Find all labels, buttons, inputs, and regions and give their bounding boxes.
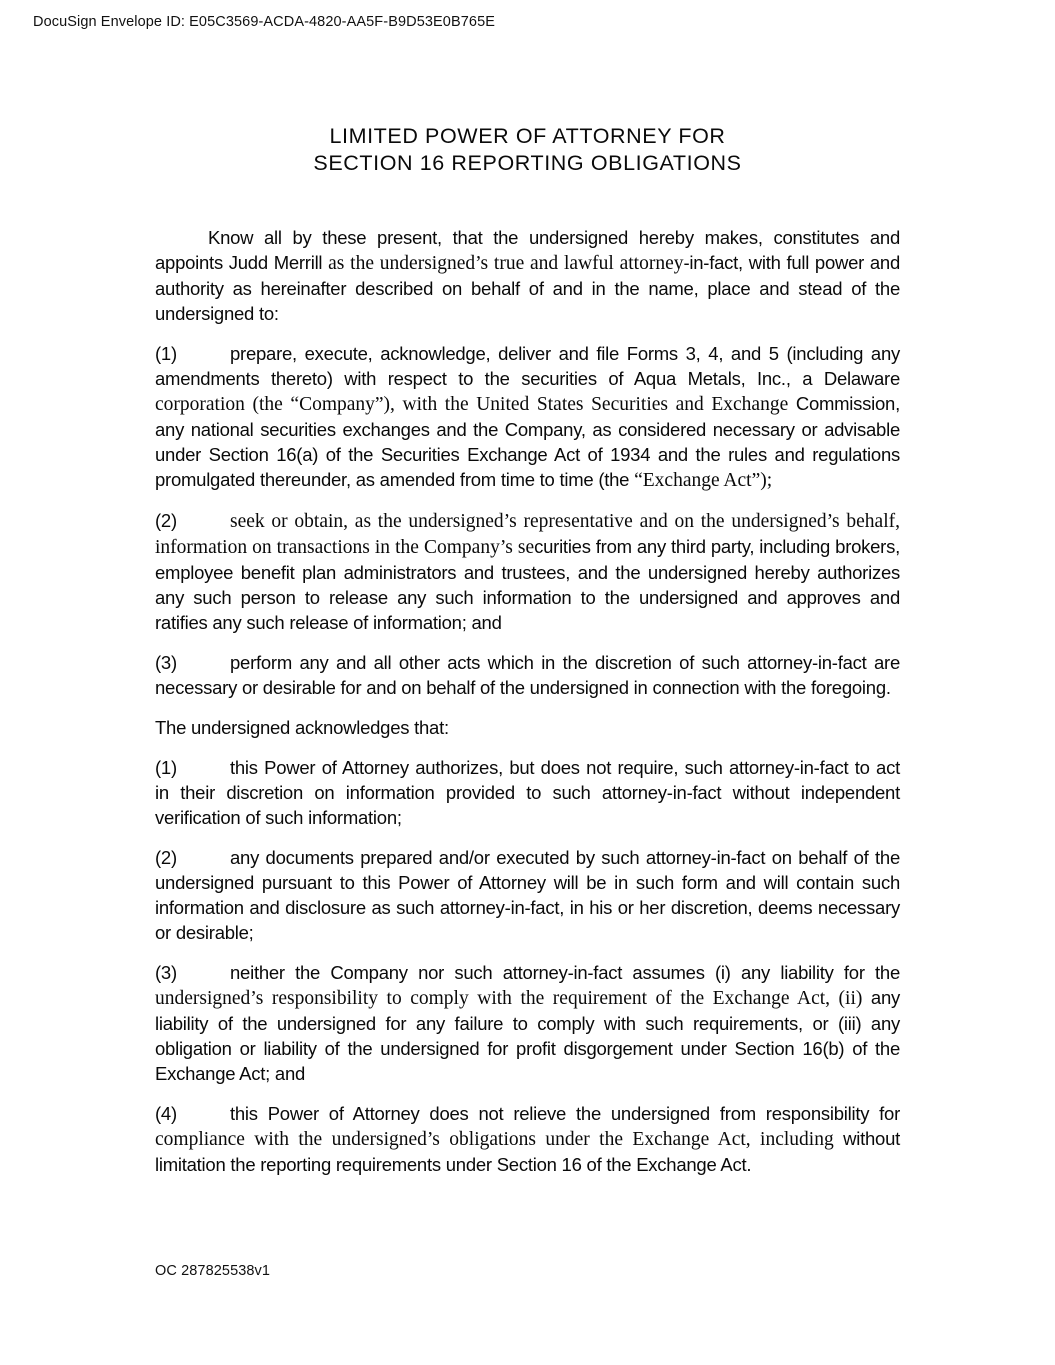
text-segment: this Power of Attorney does not relieve the undersigned from responsibility for (230, 1103, 900, 1124)
text-segment: Know all by these present, that the undersigned hereby makes, constitutes and appoints Judd Merrill (155, 227, 900, 273)
text-segment: as the undersigned’s true and lawful attorney (328, 253, 684, 274)
paragraph-number: (2) (155, 510, 177, 531)
text-segment: “Exchange Act”); (634, 470, 773, 491)
document-body (155, 225, 900, 1177)
paragraph (155, 960, 900, 1086)
docusign-envelope-id: DocuSign Envelope ID: E05C3569-ACDA-4820-AA5F-B9D53E0B765E (33, 14, 496, 30)
text-segment: perform any and all other acts which in the discretion of such attorney-in-fact are necessary or desirable for and on behalf of the undersigned in connection with the foregoing. (155, 652, 900, 698)
text-segment: Commission, any national securities exchanges and the Company, as considered necessary or advisable under Section 16(a) of the Securities Exchange Act of 1934 and the rules and regulations promulgated thereunder, as amended from time to time (the (155, 393, 900, 490)
text-segment: compliance with the undersigned’s obligations under the Exchange Act, including (155, 1129, 844, 1150)
paragraph (155, 715, 900, 740)
paragraph (155, 508, 900, 635)
paragraph (155, 845, 900, 945)
text-segment: without limitation the reporting requirements under Section 16 of the Exchange Act. (155, 1128, 900, 1175)
text-segment: -in-fact, with full power and authority as hereinafter described on behalf of and in the name, place and stead of the undersigned to: (155, 252, 900, 324)
document-number: OC 287825538v1 (155, 1263, 271, 1279)
paragraph-number: (3) (155, 652, 177, 673)
document-content (155, 123, 900, 1177)
paragraph-number: (3) (155, 962, 177, 983)
document-title-line2: SECTION 16 REPORTING OBLIGATIONS (313, 151, 742, 175)
text-segment: corporation (the “Company”), with the United States Securities and Exchange (155, 394, 796, 415)
paragraph-number: (1) (155, 757, 177, 778)
paragraph-number: (2) (155, 847, 177, 868)
text-segment: The undersigned acknowledges that: (155, 717, 449, 738)
paragraph (155, 650, 900, 700)
paragraph (155, 341, 900, 493)
document-title-line1: LIMITED POWER OF ATTORNEY FOR (329, 124, 726, 148)
paragraph (155, 1101, 900, 1177)
text-segment: this Power of Attorney authorizes, but does not require, such attorney-in-fact to act in their discretion on information provided to such attorney-in-fact without independent verification of such information; (155, 757, 900, 828)
text-segment: neither the Company nor such attorney-in-fact assumes (i) any liability for the (230, 962, 900, 983)
text-segment: prepare, execute, acknowledge, deliver and file Forms 3, 4, and 5 (including any amendments thereto) with respect to the securities of Aqua Metals, Inc., a Delaware (155, 343, 900, 389)
text-segment: curities from any third party, including brokers, employee benefit plan administrators and trustees, and the undersigned hereby authorizes any such person to release any such information to the undersigned and approves and ratifies any such release of information; and (155, 536, 900, 633)
document-title (155, 123, 900, 177)
text-segment: seek or obtain, as the undersigned’s representative and on the undersigned’s behalf, information on transactions in the Company’s se (155, 511, 900, 558)
paragraph (155, 225, 900, 326)
paragraph (155, 755, 900, 830)
text-segment: any liability of the undersigned for any failure to comply with such requirements, or (iii) any obligation or liability of the undersigned for profit disgorgement under Section 16(b) of the Exchange Act; and (155, 987, 900, 1084)
paragraph-number: (4) (155, 1103, 177, 1124)
paragraph-number: (1) (155, 343, 177, 364)
text-segment: any documents prepared and/or executed by such attorney-in-fact on behalf of the undersigned pursuant to this Power of Attorney will be in such form and will contain such information and disclosure as such attorney-in-fact, in his or her discretion, deems necessary or desirable; (155, 847, 900, 943)
text-segment: undersigned’s responsibility to comply with the requirement of the Exchange Act, (ii) (155, 988, 871, 1009)
